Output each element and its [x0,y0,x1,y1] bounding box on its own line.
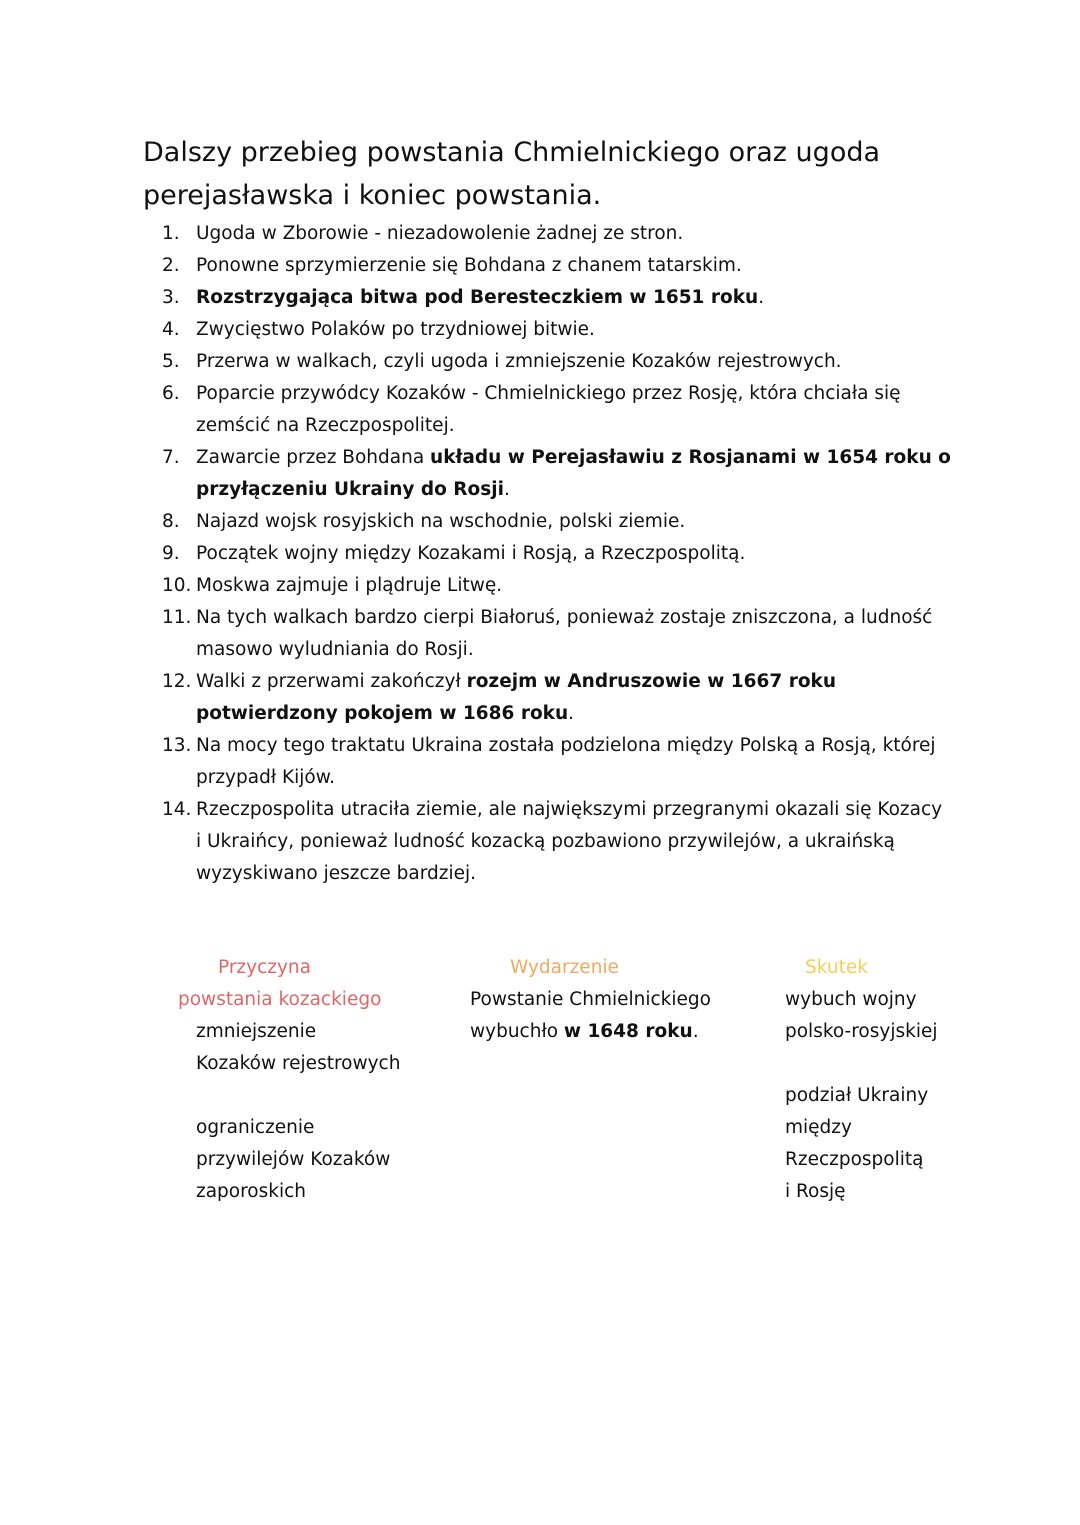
item-number: 5. [162,351,180,372]
item-number: 3. [162,287,180,308]
cause-column [178,952,400,1208]
item-text-bold: Rozstrzygająca bitwa pod Beresteczkiem w 1651 roku [196,287,759,308]
item-text: Ugoda w Zborowie - niezadowolenie żadnej ze stron. [196,223,684,244]
effect-header: Skutek [805,957,868,978]
event-line: Powstanie Chmielnickiego [470,989,711,1010]
item-number: 7. [162,447,180,468]
item-number: 12. [162,671,192,692]
event-text: wybuchło [470,1021,564,1042]
list-item [162,730,952,794]
effect-line: i Rosję [785,1181,846,1202]
item-text: Na mocy tego traktatu Ukraina została podzielona między Polską a Rosją, której przypadł Kijów. [196,735,936,788]
item-text: . [503,479,510,500]
effect-line [785,1048,938,1080]
cause-line [178,1080,400,1112]
item-number: 6. [162,383,180,404]
item-number: 4. [162,319,180,340]
effect-line: wybuch wojny [785,989,917,1010]
item-text: Przerwa w walkach, czyli ugoda i zmniejszenie Kozaków rejestrowych. [196,351,842,372]
cause-line: Kozaków rejestrowych [196,1053,401,1074]
item-text: Walki z przerwami zakończył [196,671,467,692]
item-text-bold: rozejm w Andruszowie w 1667 roku potwierdzony pokojem w 1686 roku [196,671,837,724]
cause-line: przywilejów Kozaków [196,1149,391,1170]
item-text: Moskwa zajmuje i plądruje Litwę. [196,575,503,596]
item-text: Zwycięstwo Polaków po trzydniowej bitwie. [196,319,595,340]
item-text-bold: układu w Perejasławiu z Rosjanami w 1654 roku o przyłączeniu Ukrainy do Rosji [196,447,951,500]
cause-line: zmniejszenie [196,1021,317,1042]
effect-column [785,952,938,1208]
event-header: Wydarzenie [510,957,619,978]
item-text: Poparcie przywódcy Kozaków - Chmielnickiego przez Rosję, która chciała się zemścić na Rzeczpospolitej. [196,383,901,436]
item-number: 1. [162,223,180,244]
list-item [162,250,952,282]
list-item [162,378,952,442]
cause-header: Przyczyna [218,957,311,978]
list-item [162,602,952,666]
item-text: Rzeczpospolita utraciła ziemie, ale największymi przegranymi okazali się Kozacy i Ukraińcy, ponieważ ludność kozacką pozbawiono przywilejów, a ukraińską wyzyskiwano jeszcze bardziej. [196,799,943,884]
item-number: 11. [162,607,192,628]
item-number: 10. [162,575,192,596]
item-number: 13. [162,735,192,756]
item-text: Na tych walkach bardzo cierpi Białoruś, ponieważ zostaje zniszczona, a ludność masowo wyludniania do Rosji. [196,607,933,660]
effect-line: podział Ukrainy [785,1085,929,1106]
events-list [162,218,952,890]
list-item [162,506,952,538]
item-text: Najazd wojsk rosyjskich na wschodnie, polski ziemie. [196,511,686,532]
item-text: . [758,287,765,308]
event-line [470,1016,711,1048]
effect-line: polsko-rosyjskiej [785,1021,938,1042]
list-item [162,282,952,314]
cause-line: ograniczenie [196,1117,315,1138]
cause-header-sub: powstania kozackiego [178,989,382,1010]
list-item [162,666,952,730]
event-column [470,952,711,1048]
item-text: Ponowne sprzymierzenie się Bohdana z chanem tatarskim. [196,255,742,276]
effect-line: między [785,1117,852,1138]
item-text: Zawarcie przez Bohdana [196,447,431,468]
item-number: 14. [162,799,192,820]
event-date: w 1648 roku [563,1021,693,1042]
list-item [162,218,952,250]
event-text: . [692,1021,699,1042]
list-item [162,570,952,602]
item-number: 2. [162,255,180,276]
list-item [162,314,952,346]
list-item [162,442,952,506]
item-number: 8. [162,511,180,532]
document-title: Dalszy przebieg powstania Chmielnickiego oraz ugoda perejasławska i koniec powstania. [143,137,881,211]
item-number: 9. [162,543,180,564]
list-item [162,794,952,890]
cause-line: zaporoskich [196,1181,307,1202]
list-item [162,346,952,378]
list-item [162,538,952,570]
item-text: . [568,703,575,724]
item-text: Początek wojny między Kozakami i Rosją, a Rzeczpospolitą. [196,543,746,564]
effect-line: Rzeczpospolitą [785,1149,924,1170]
